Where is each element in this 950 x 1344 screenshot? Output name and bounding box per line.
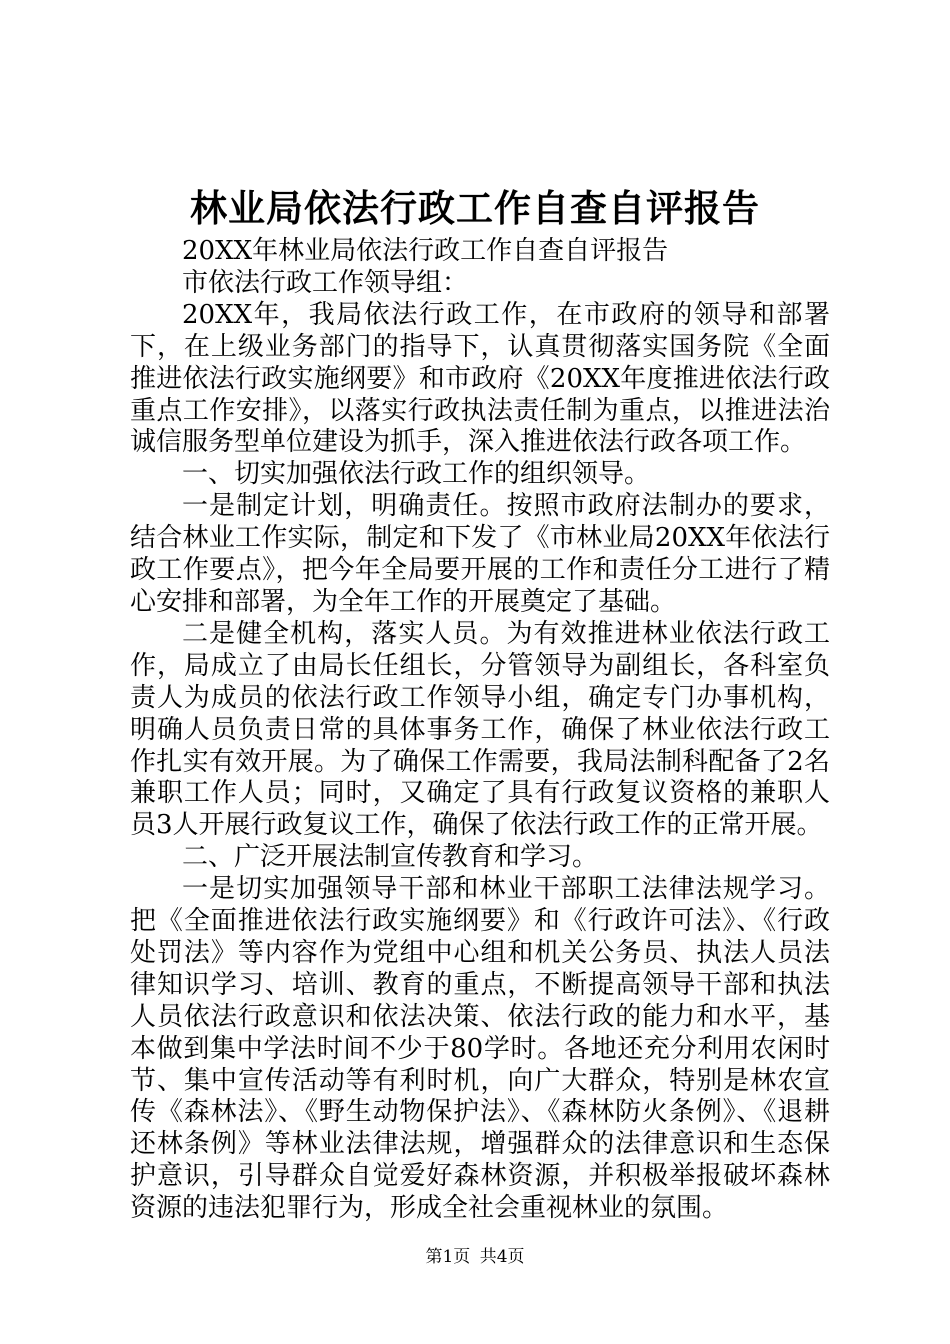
page-number-footer: 第1页 共4页: [425, 1247, 525, 1267]
document-body: [130, 236, 830, 1225]
report-subtitle: 20XX年林业局依法行政工作自查自评报告: [182, 236, 669, 266]
intro-paragraph: 20XX年，我局依法行政工作，在市政府的领导和部署下，在上级业务部门的指导下，认真贯彻落实国务院《全面推进依法行政实施纲要》和市政府《20XX年度推进依法行政重点工作安排》，以落实行政执法责任制为重点，以推进法治诚信服务型单位建设为抓手，深入推进依法行政各项工作。: [130, 299, 830, 458]
body-paragraph: 一是制定计划，明确责任。按照市政府法制办的要求，结合林业工作实际，制定和下发了《市林业局20XX年依法行政工作要点》，把今年全局要开展的工作和责任分工进行了精心安排和部署，为全年工作的开展奠定了基础。: [130, 491, 830, 617]
body-paragraph: 一是切实加强领导干部和林业干部职工法律法规学习。把《全面推进依法行政实施纲要》和《行政许可法》、《行政处罚法》等内容作为党组中心组和机关公务员、执法人员法律知识学习、培训、教育的重点，不断提高领导干部和执法人员依法行政意识和依法决策、依法行政的能力和水平，基本做到集中学法时间不少于80学时。各地还充分利用农闲时节、集中宣传活动等有利时机，向广大群众，特别是林农宣传《森林法》、《野生动物保护法》、《森林防火条例》、《退耕还林条例》等林业法律法规，增强群众的法律意识和生态保护意识，引导群众自觉爱好森林资源，并积极举报破坏森林资源的违法犯罪行为，形成全社会重视林业的氛围。: [130, 874, 830, 1224]
body-paragraph: 二是健全机构，落实人员。为有效推进林业依法行政工作，局成立了由局长任组长，分管领导为副组长，各科室负责人为成员的依法行政工作领导小组，确定专门办事机构，明确人员负责日常的具体事务工作，确保了林业依法行政工作扎实有效开展。为了确保工作需要，我局法制科配备了2名兼职工作人员；同时，又确定了具有行政复议资格的兼职人员3人开展行政复议工作，确保了依法行政工作的正常开展。: [130, 618, 830, 841]
salutation: 市依法行政工作领导组：: [182, 267, 469, 298]
document-title: 林业局依法行政工作自查自评报告: [190, 186, 760, 230]
section-heading-2: 二、广泛开展法制宣传教育和学习。: [182, 842, 599, 873]
section-heading-1: 一、切实加强依法行政工作的组织领导。: [182, 459, 651, 490]
